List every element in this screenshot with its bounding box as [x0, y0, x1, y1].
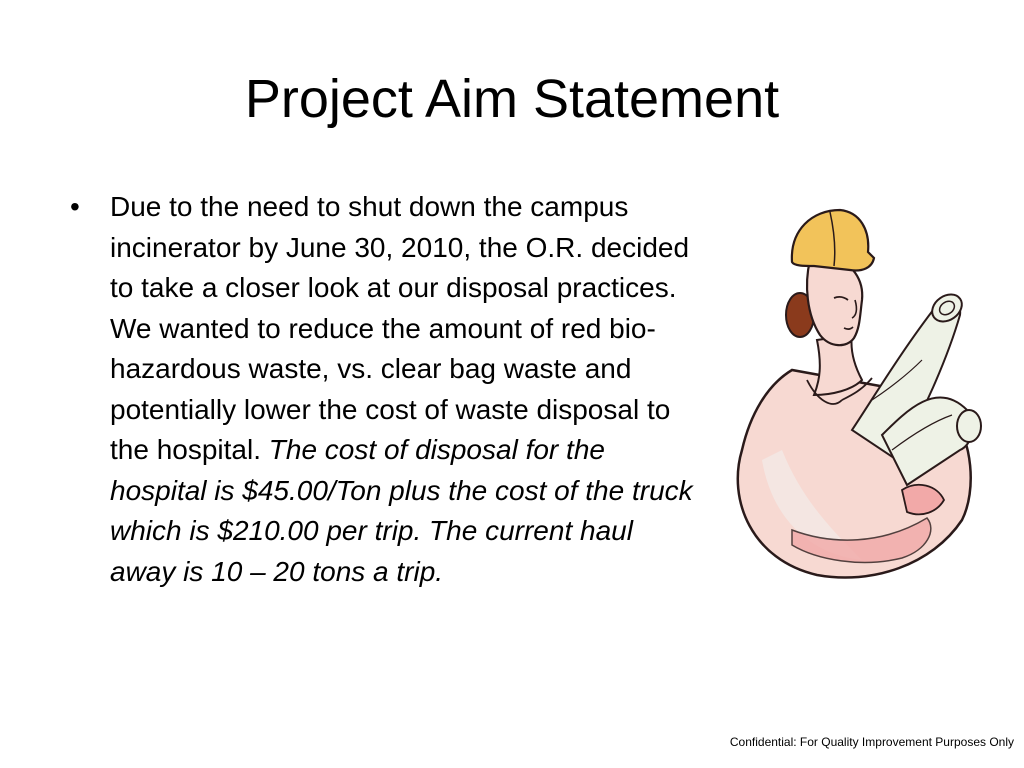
bullet-list	[62, 187, 702, 592]
bullet-text-italic: The cost of disposal for the hospital is $45.00/Ton plus the cost of the truck which is $210.00 per trip. The current haul away is 10 – 20 tons a trip.	[110, 434, 693, 587]
footer-confidential: Confidential: For Quality Improvement Purposes Only	[729, 735, 1014, 749]
construction-worker-with-blueprints-icon	[722, 200, 992, 585]
bullet-marker: •	[70, 191, 80, 222]
slide-title: Project Aim Statement	[244, 69, 780, 129]
bullet-text: Due to the need to shut down the campus incinerator by June 30, 2010, the O.R. decided to take a closer look at our disposal practices. We wanted to reduce the amount of red bio-hazardous waste, vs. clear bag waste and potentially lower the cost of waste disposal to the hospital.	[110, 191, 690, 465]
worker-hardhat	[792, 210, 874, 271]
bullet-item	[62, 187, 702, 592]
